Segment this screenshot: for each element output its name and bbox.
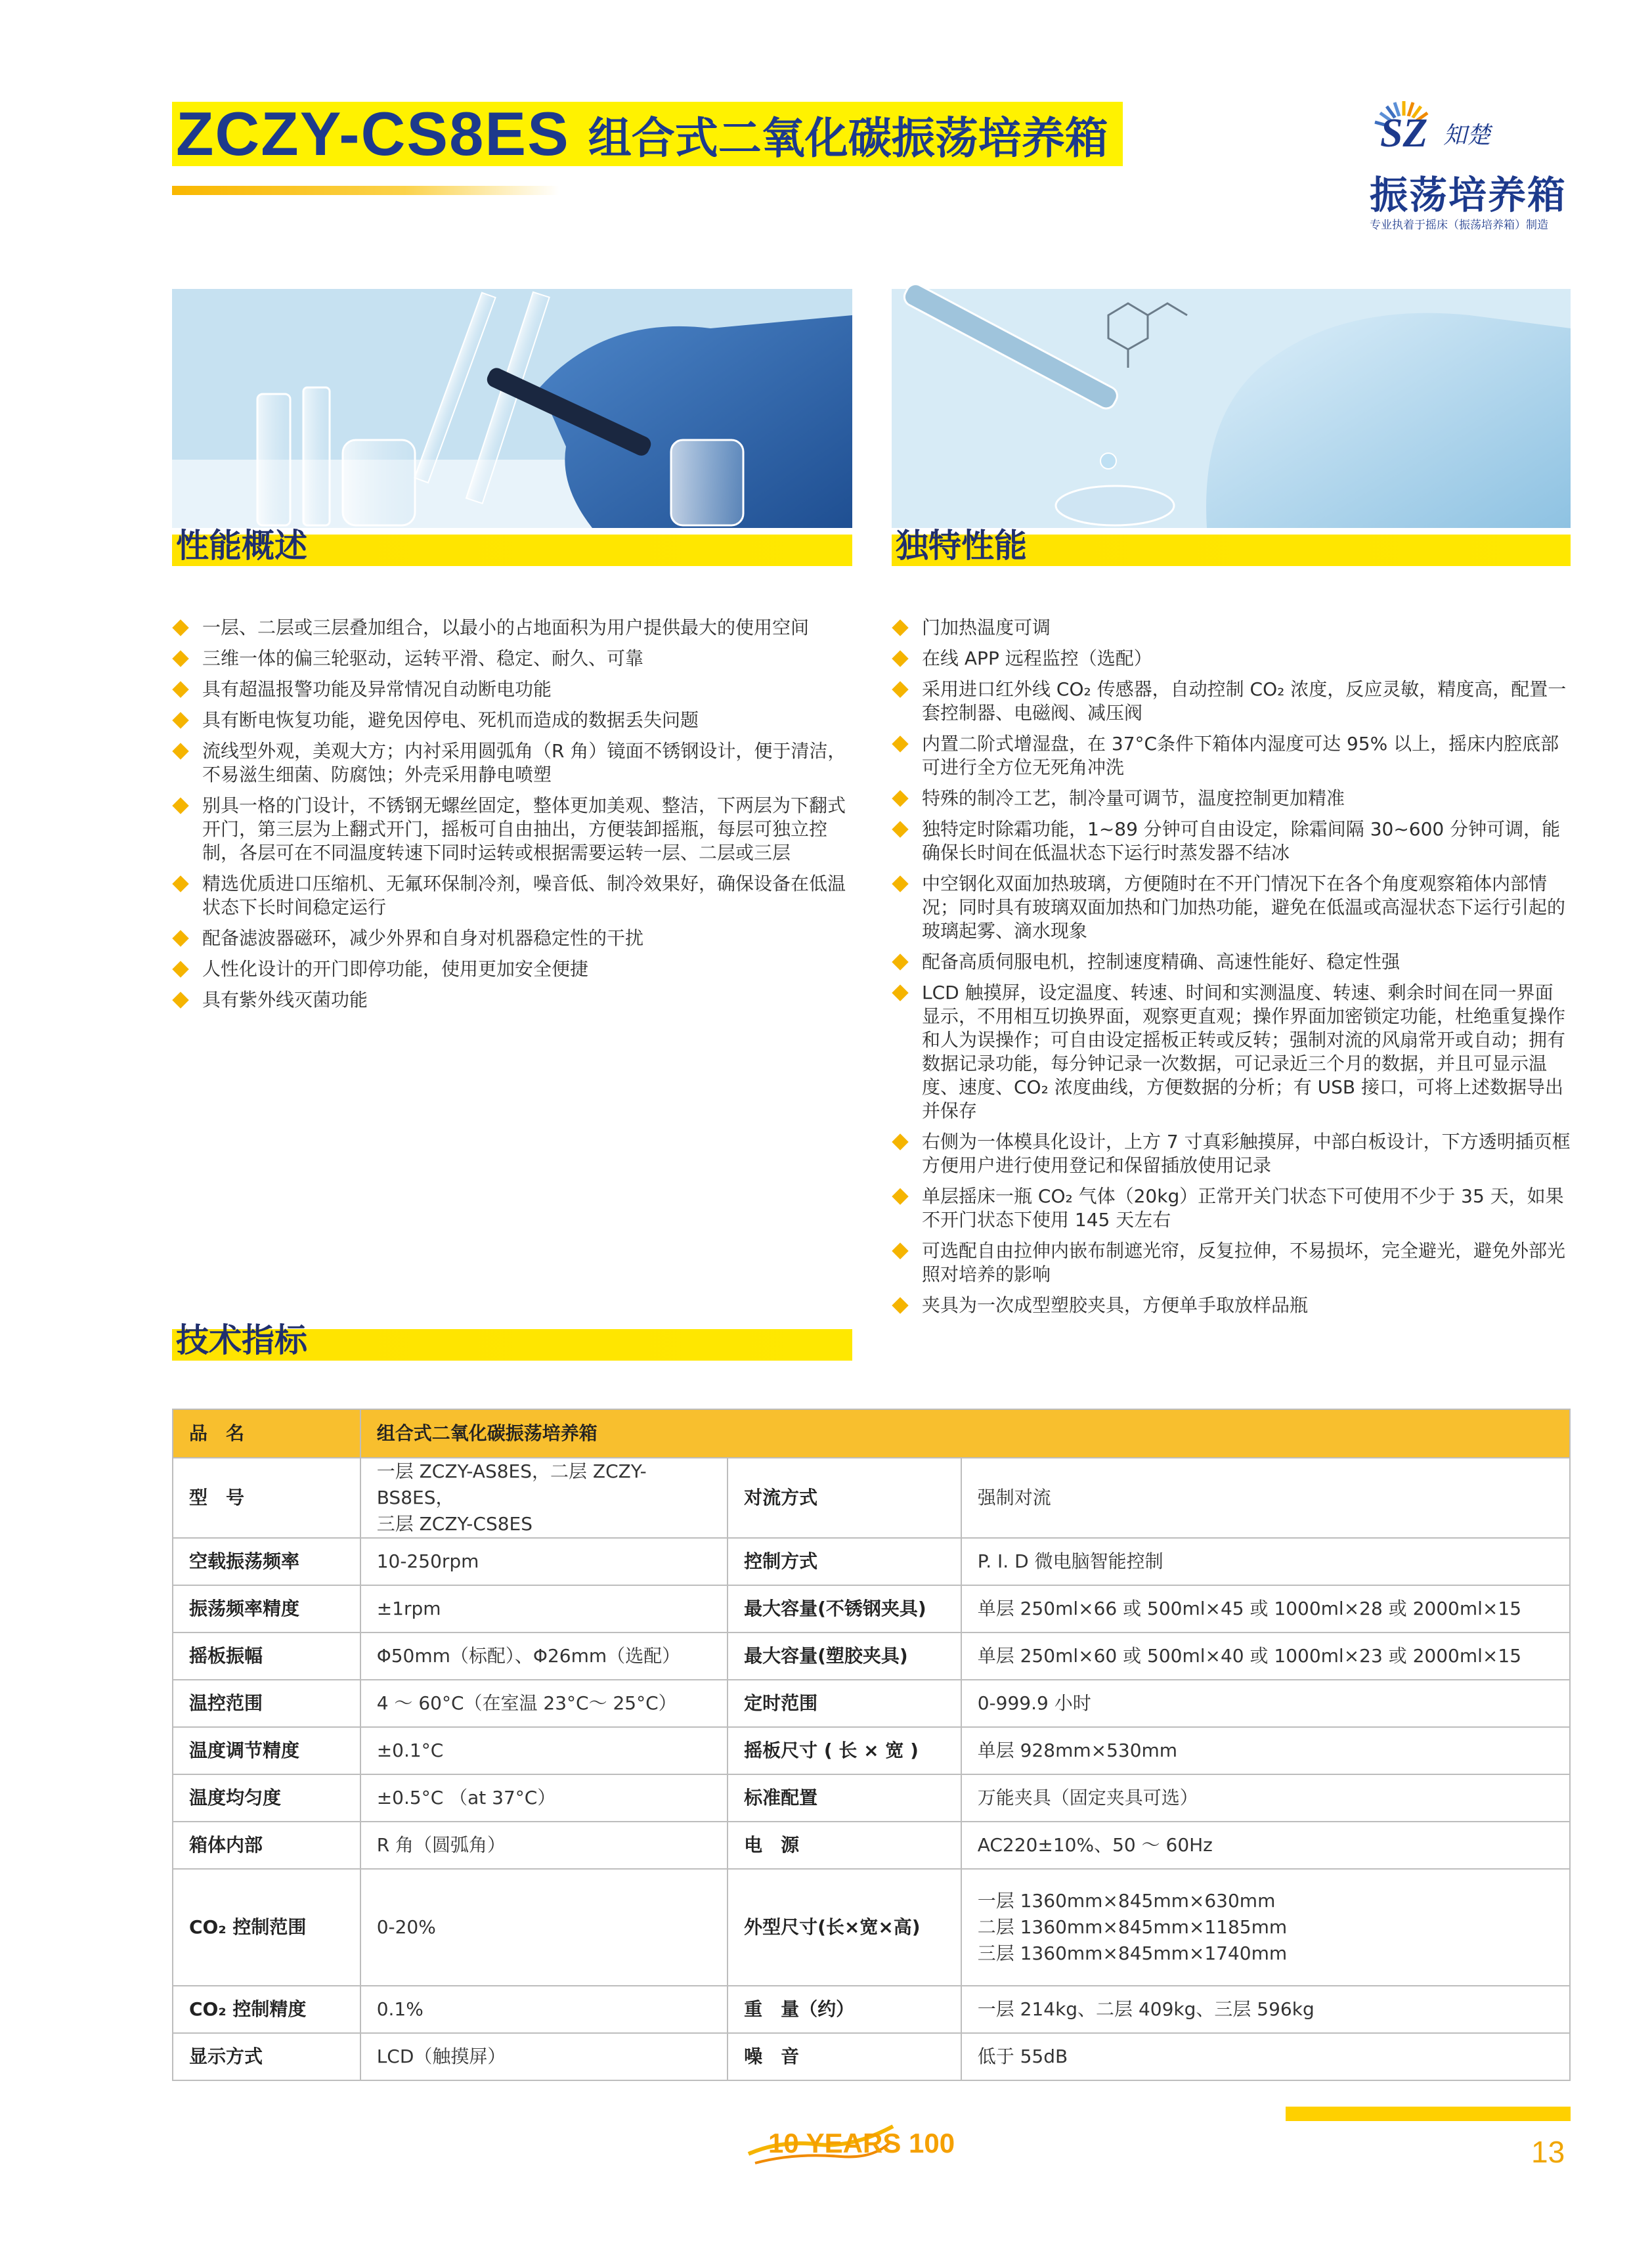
table-cell-value: 0.1% <box>360 1986 728 2033</box>
logo-main-text: 振荡培养箱 <box>1370 173 1567 217</box>
table-cell-value: LCD（触摸屏） <box>360 2033 728 2080</box>
bullet-icon <box>892 735 908 752</box>
list-item: 特殊的制冷工艺，制冷量可调节，温度控制更加精准 <box>892 787 1571 810</box>
table-row <box>173 1727 1570 1774</box>
table-cell-key: 重 量（约） <box>728 1986 961 2033</box>
bullet-icon <box>892 790 908 806</box>
list-item: 可选配自由拉伸内嵌布制遮光帘，反复拉伸，不易损坏，完全避光，避免外部光照对培养的影响 <box>892 1239 1571 1286</box>
table-cell-value: R 角（圆弧角） <box>360 1822 728 1869</box>
table-cell-key: 摇板振幅 <box>173 1632 360 1680</box>
bullet-icon <box>172 875 188 892</box>
table-cell-key: 摇板尺寸 ( 长 × 宽 ) <box>728 1727 961 1774</box>
list-item: 具有断电恢复功能，避免因停电、死机而造成的数据丢失问题 <box>172 709 852 732</box>
lab-photo-right <box>892 289 1571 528</box>
table-cell-value: ±0.1°C <box>360 1727 728 1774</box>
bullet-icon <box>172 743 188 759</box>
table-cell-value: 单层 250ml×60 或 500ml×40 或 1000ml×23 或 2000ml×15 <box>961 1632 1570 1680</box>
bullet-icon <box>892 821 908 837</box>
list-item: 独特定时除霜功能，1~89 分钟可自由设定，除霜间隔 30~600 分钟可调，能确保长时间在低温状态下运行时蒸发器不结冰 <box>892 818 1571 865</box>
table-row <box>173 1869 1570 1986</box>
table-cell-value: ±0.5°C （at 37°C） <box>360 1774 728 1822</box>
table-cell-value: 万能夹具（固定夹具可选） <box>961 1774 1570 1822</box>
bullet-icon <box>892 875 908 892</box>
table-cell-key: CO₂ 控制范围 <box>173 1869 360 1986</box>
bullet-icon <box>172 712 188 728</box>
table-cell-key: 控制方式 <box>728 1538 961 1585</box>
table-cell-key: 标准配置 <box>728 1774 961 1822</box>
emblem-text: 10 YEARS 100 <box>768 2128 955 2158</box>
list-item: 三维一体的偏三轮驱动，运转平滑、稳定、耐久、可靠 <box>172 647 852 670</box>
table-row <box>173 1585 1570 1632</box>
overview-list <box>172 616 852 1019</box>
table-cell-value: 强制对流 <box>961 1458 1570 1538</box>
table-cell-key: 最大容量(不锈钢夹具) <box>728 1585 961 1632</box>
table-row <box>173 2033 1570 2080</box>
table-cell-key: 最大容量(塑胶夹具) <box>728 1632 961 1680</box>
table-cell-key: 噪 音 <box>728 2033 961 2080</box>
table-cell-key: 空载振荡频率 <box>173 1538 360 1585</box>
page-title <box>172 99 1123 168</box>
table-cell-value: AC220±10%、50 ～ 60Hz <box>961 1822 1570 1869</box>
bullet-icon <box>892 984 908 1001</box>
list-item: 配备高质伺服电机，控制速度精确、高速性能好、稳定性强 <box>892 950 1571 974</box>
table-cell-key: 箱体内部 <box>173 1822 360 1869</box>
list-item: 在线 APP 远程监控（选配） <box>892 647 1571 670</box>
list-item: 流线型外观，美观大方；内衬采用圆弧角（R 角）镜面不锈钢设计，便于清洁，不易滋生细菌、防腐蚀；外壳采用静电喷塑 <box>172 739 852 787</box>
spec-table <box>172 1409 1571 2081</box>
table-cell-value: 10-250rpm <box>360 1538 728 1585</box>
logo-mark: SZ <box>1380 111 1428 156</box>
table-cell-value: 单层 250ml×66 或 500ml×45 或 1000ml×28 或 2000ml×15 <box>961 1585 1570 1632</box>
table-row <box>173 1774 1570 1822</box>
table-cell-key: 品 名 <box>173 1409 360 1458</box>
features-list <box>892 616 1571 1325</box>
bullet-icon <box>892 650 908 667</box>
table-cell-value: P. I. D 微电脑智能控制 <box>961 1538 1570 1585</box>
page-number: 13 <box>1531 2135 1565 2169</box>
model-name: ZCZY-CS8ES <box>176 99 570 168</box>
bullet-icon <box>172 992 188 1008</box>
table-cell-key: 定时范围 <box>728 1680 961 1727</box>
list-item: 采用进口红外线 CO₂ 传感器，自动控制 CO₂ 浓度，反应灵敏，精度高，配置一套控制器、电磁阀、减压阀 <box>892 678 1571 725</box>
logo-brand: 知楚 <box>1443 122 1491 149</box>
table-cell-value: ±1rpm <box>360 1585 728 1632</box>
brand-logo <box>1366 99 1576 230</box>
table-cell-value: 0-20% <box>360 1869 728 1986</box>
bullet-icon <box>892 1297 908 1313</box>
bullet-icon <box>892 1188 908 1204</box>
section-title: 技术指标 <box>176 1321 307 1359</box>
table-cell-value: 低于 55dB <box>961 2033 1570 2080</box>
logo-tagline: 专业执着于摇床（振荡培养箱）制造 <box>1370 219 1548 232</box>
section-title: 性能概述 <box>176 527 307 565</box>
bullet-icon <box>892 953 908 970</box>
bullet-icon <box>172 650 188 667</box>
list-item: 具有超温报警功能及异常情况自动断电功能 <box>172 678 852 701</box>
bullet-icon <box>892 681 908 697</box>
table-cell-value: 单层 928mm×530mm <box>961 1727 1570 1774</box>
table-cell-value: 一层 ZCZY-AS8ES，二层 ZCZY-BS8ES， 三层 ZCZY-CS8ES <box>360 1458 728 1538</box>
table-cell-key: 对流方式 <box>728 1458 961 1538</box>
list-item: 门加热温度可调 <box>892 616 1571 640</box>
list-item: 中空钢化双面加热玻璃，方便随时在不开门情况下在各个角度观察箱体内部情况；同时具有玻璃双面加热和门加热功能，避免在低温或高湿状态下运行引起的玻璃起雾、滴水现象 <box>892 872 1571 943</box>
list-item: 配备滤波器磁环，减少外界和自身对机器稳定性的干扰 <box>172 927 852 950</box>
table-cell-key: 振荡频率精度 <box>173 1585 360 1632</box>
table-cell-key: 外型尺寸(长×宽×高) <box>728 1869 961 1986</box>
table-cell-key: 温控范围 <box>173 1680 360 1727</box>
bullet-icon <box>172 930 188 946</box>
list-item: 内置二阶式增湿盘，在 37°C条件下箱体内湿度可达 95% 以上，摇床内腔底部可进行全方位无死角冲洗 <box>892 732 1571 779</box>
table-cell-value: 一层 1360mm×845mm×630mm 二层 1360mm×845mm×1185mm 三层 1360mm×845mm×1740mm <box>961 1869 1570 1986</box>
table-row <box>173 1822 1570 1869</box>
table-row <box>173 1632 1570 1680</box>
table-row <box>173 1458 1570 1538</box>
list-item: 一层、二层或三层叠加组合，以最小的占地面积为用户提供最大的使用空间 <box>172 616 852 640</box>
section-title: 独特性能 <box>896 527 1027 565</box>
table-cell-key: 温度均匀度 <box>173 1774 360 1822</box>
bullet-icon <box>172 619 188 636</box>
table-header-row <box>173 1409 1570 1458</box>
table-cell-key: 显示方式 <box>173 2033 360 2080</box>
product-name: 组合式二氧化碳振荡培养箱 <box>588 112 1108 164</box>
table-cell-key: 温度调节精度 <box>173 1727 360 1774</box>
table-cell-value: 0-999.9 小时 <box>961 1680 1570 1727</box>
title-underline <box>172 186 559 195</box>
table-cell-value: 4 ～ 60°C（在室温 23°C～ 25°C） <box>360 1680 728 1727</box>
bullet-icon <box>892 1242 908 1259</box>
table-cell-value: Φ50mm（标配）、Φ26mm（选配） <box>360 1632 728 1680</box>
list-item: 夹具为一次成型塑胶夹具，方便单手取放样品瓶 <box>892 1294 1571 1317</box>
section-heading-overview <box>172 525 852 566</box>
list-item: 右侧为一体模具化设计，上方 7 寸真彩触摸屏，中部白板设计，下方透明插页框方便用户进行使用登记和保留插放使用记录 <box>892 1130 1571 1177</box>
table-row <box>173 1680 1570 1727</box>
table-cell-key: CO₂ 控制精度 <box>173 1986 360 2033</box>
bullet-icon <box>172 797 188 814</box>
list-item: LCD 触摸屏，设定温度、转速、时间和实测温度、转速、剩余时间在同一界面显示，不用相互切换界面，观察更直观；操作界面加密锁定功能，杜绝重复操作和人为误操作；可自由设定摇板正转或反转；强制对流的风扇常开或自动；拥有数据记录功能，每分钟记录一次数据，可记录近三个月的数据，并且可显示温度、速度、CO₂ 浓度曲线，方便数据的分析；有 USB 接口，可将上述数据导出并保存 <box>892 981 1571 1123</box>
list-item: 单层摇床一瓶 CO₂ 气体（20kg）正常开关门状态下可使用不少于 35 天，如果不开门状态下使用 145 天左右 <box>892 1185 1571 1232</box>
footer-bar <box>1286 2107 1571 2121</box>
bullet-icon <box>172 961 188 977</box>
table-row <box>173 1986 1570 2033</box>
list-item: 别具一格的门设计，不锈钢无螺丝固定，整体更加美观、整洁，下两层为下翻式开门，第三层为上翻式开门，摇板可自由抽出，方便装卸摇瓶，每层可独立控制，各层可在不同温度转速下同时运转或根据需要运转一层、二层或三层 <box>172 794 852 865</box>
lab-photo-left <box>172 289 852 528</box>
table-cell-key: 型 号 <box>173 1458 360 1538</box>
section-heading-features <box>892 525 1571 566</box>
bullet-icon <box>892 619 908 636</box>
table-cell-value: 组合式二氧化碳振荡培养箱 <box>360 1409 1570 1458</box>
anniversary-emblem <box>742 2113 955 2179</box>
table-cell-value: 一层 214kg、二层 409kg、三层 596kg <box>961 1986 1570 2033</box>
bullet-icon <box>892 1133 908 1150</box>
section-heading-specs <box>172 1320 852 1361</box>
table-row <box>173 1538 1570 1585</box>
bullet-icon <box>172 681 188 697</box>
table-cell-key: 电 源 <box>728 1822 961 1869</box>
list-item: 人性化设计的开门即停功能，使用更加安全便捷 <box>172 957 852 981</box>
list-item: 具有紫外线灭菌功能 <box>172 988 852 1012</box>
list-item: 精选优质进口压缩机、无氟环保制冷剂，噪音低、制冷效果好，确保设备在低温状态下长时间稳定运行 <box>172 872 852 919</box>
